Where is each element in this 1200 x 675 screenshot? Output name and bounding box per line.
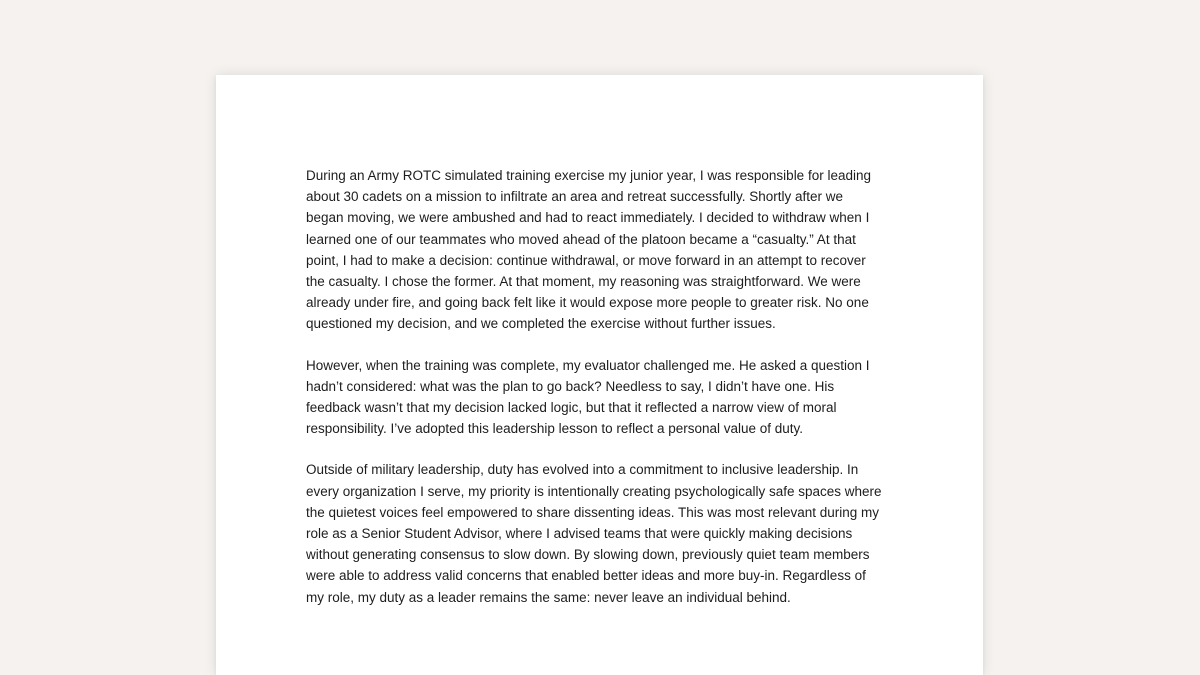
paragraph-2 bbox=[306, 355, 896, 440]
text-line: hadn’t considered: what was the plan to go back? Needless to say, I didn’t have one. His bbox=[306, 378, 835, 394]
text-line: questioned my decision, and we completed the exercise without further issues. bbox=[306, 316, 776, 332]
essay-body bbox=[306, 165, 896, 628]
text-line: about 30 cadets on a mission to infiltrate an area and retreat successfully. Shortly after we bbox=[306, 189, 844, 205]
text-line: the casualty. I chose the former. At that moment, my reasoning was straightforward. We were bbox=[306, 274, 861, 290]
text-line: During an Army ROTC simulated training exercise my junior year, I was responsible for leading bbox=[306, 168, 871, 183]
text-line: my role, my duty as a leader remains the same: never leave an individual behind. bbox=[306, 589, 791, 605]
text-line: already under fire, and going back felt like it would expose more people to greater risk. No one bbox=[306, 295, 869, 311]
text-line: responsibility. I’ve adopted this leadership lesson to reflect a personal value of duty. bbox=[306, 421, 804, 437]
text-line: However, when the training was complete, my evaluator challenged me. He asked a question I bbox=[306, 357, 870, 373]
text-line: Outside of military leadership, duty has evolved into a commitment to inclusive leadership. In bbox=[306, 462, 859, 478]
paragraph-1 bbox=[306, 165, 896, 335]
text-line: point, I had to make a decision: continue withdrawal, or move forward in an attempt to recover bbox=[306, 252, 866, 268]
text-line: learned one of our teammates who moved ahead of the platoon became a “casualty.” At that bbox=[306, 231, 856, 247]
text-line: the quietest voices feel empowered to share dissenting ideas. This was most relevant during my bbox=[306, 504, 880, 520]
text-line: were able to address valid concerns that enabled better ideas and more buy-in. Regardless of bbox=[306, 568, 866, 584]
text-line: every organization I serve, my priority is intentionally creating psychologically safe spaces where bbox=[306, 483, 882, 499]
text-line: without generating consensus to slow down. By slowing down, previously quiet team members bbox=[306, 547, 870, 563]
text-line: began moving, we were ambushed and had to react immediately. I decided to withdraw when I bbox=[306, 210, 870, 226]
text-line: role as a Senior Student Advisor, where I advised teams that were quickly making decisions bbox=[306, 526, 853, 542]
document-page bbox=[216, 75, 983, 675]
text-line: feedback wasn’t that my decision lacked logic, but that it reflected a narrow view of moral bbox=[306, 400, 837, 416]
paragraph-3 bbox=[306, 459, 896, 607]
